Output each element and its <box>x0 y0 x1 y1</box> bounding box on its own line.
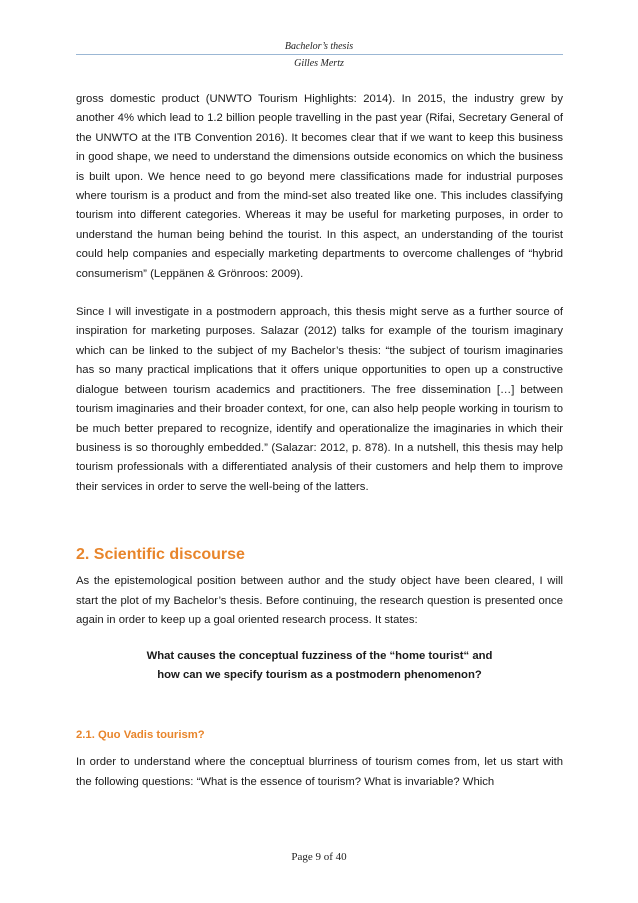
page-number: Page 9 of 40 <box>291 851 347 863</box>
page-header <box>0 38 638 72</box>
subsection-heading: 2.1. Quo Vadis tourism? <box>76 729 205 742</box>
page-body <box>76 90 563 792</box>
header-title: Bachelor’s thesis <box>284 41 354 52</box>
body-paragraph-2: Since I will investigate in a postmodern approach, this thesis might serve as a further source of inspiration for marketing purposes. Salazar (2012) talks for example of the tourism imaginary which can be linked to the subject of my Bachelor’s thesis: “the subject of tourism imaginaries has so many practical implications that it offers unique opportunities to open up a constructive dialogue between tourism academics and practitioners. The free dissemination […] between tourism imaginaries and their broader context, for one, can also help people working in tourism to be much better prepared to recognize, identify and operationalize the imaginaries in which their business is so thoroughly embedded.” (Salazar: 2012, p. 878). In a nutshell, this thesis may help tourism professionals with a differentiated analysis of their customers and help them to improve their services in order to serve the well-being of the latters. <box>76 306 563 493</box>
research-question-line-1: What causes the conceptual fuzziness of the “home tourist“ and <box>146 650 493 663</box>
section-paragraph: As the epistemological position between author and the study object have been cleared, I will start the plot of my Bachelor’s thesis. Before continuing, the research question is presented once again in order to keep up a goal oriented research process. It states: <box>76 575 563 626</box>
header-divider <box>76 54 563 55</box>
research-question <box>76 647 563 685</box>
section-heading: 2. Scientific discourse <box>76 546 245 564</box>
subsection-paragraph: In order to understand where the conceptual blurriness of tourism comes from, let us start with the following questions: “What is the essence of tourism? What is invariable? Which <box>76 756 563 788</box>
research-question-line-2: how can we specify tourism as a postmodern phenomenon? <box>157 669 482 682</box>
header-author: Gilles Mertz <box>294 58 344 69</box>
body-paragraph-1: gross domestic product (UNWTO Tourism Highlights: 2014). In 2015, the industry grew by another 4% which lead to 1.2 billion people travelling in the past year (Rifai, Secretary General of the UNWTO at the ITB Convention 2016). It becomes clear that if we want to keep this business in good shape, we need to understand the dimensions outside economics on which the business is built upon. We hence need to go beyond mere classifications made for industrial purposes where tourism is a product and from the mind-set also treated like one. This includes classifying tourism into different categories. Whereas it may be useful for marketing purposes, in order to understand the human being behind the tourist. In this aspect, an understanding of the tourist could help companies and especially marketing departments to overcome challenges of “hybrid consumerism” (Leppänen & Grönroos: 2009). <box>76 93 563 280</box>
